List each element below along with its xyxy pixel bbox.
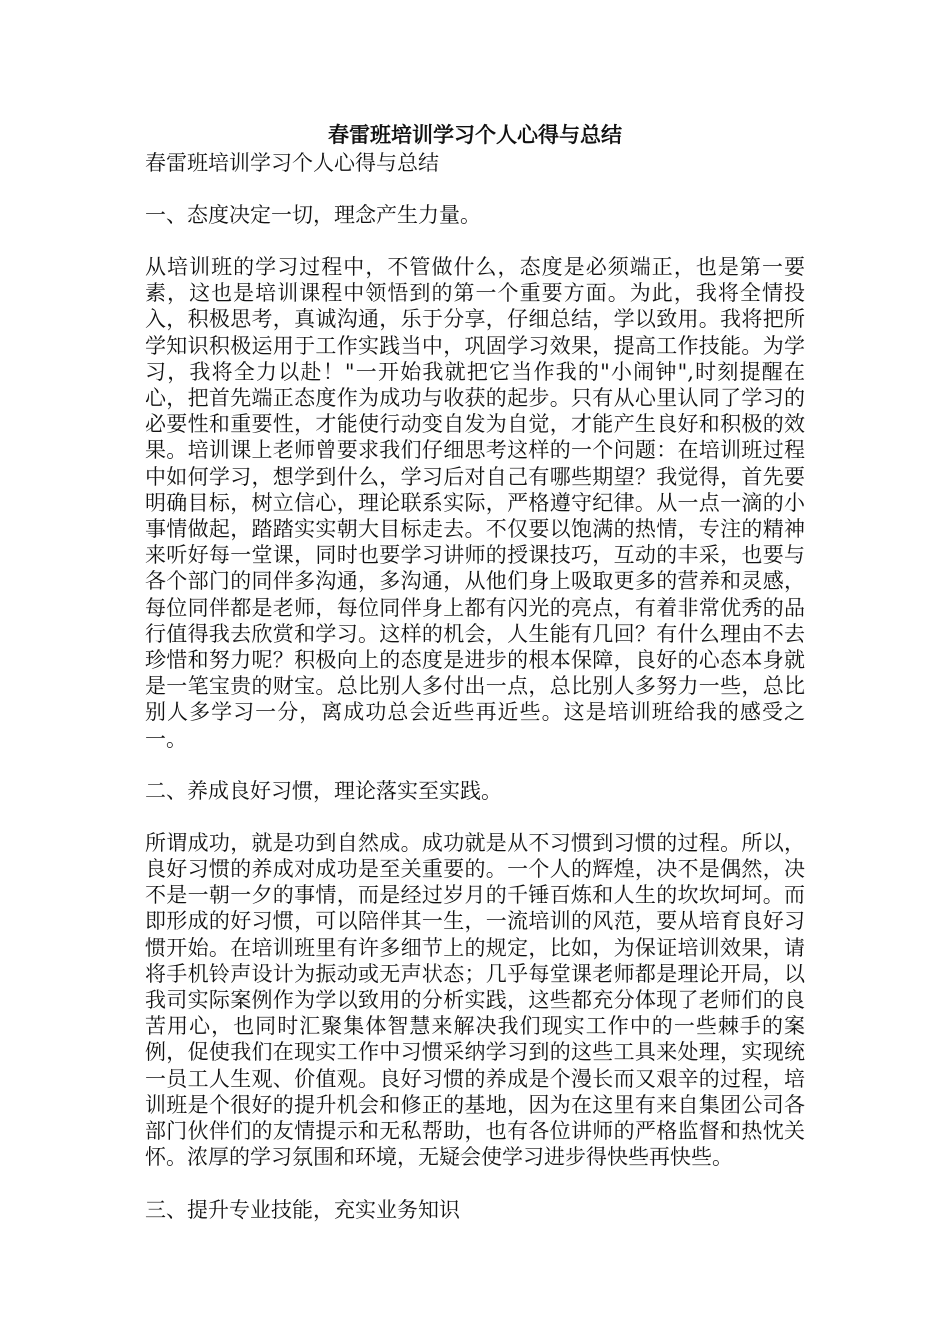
section-body-1: 从培训班的学习过程中，不管做什么，态度是必须端正，也是第一要素，这也是培训课程中领悟到的第一个重要方面。为此，我将全情投入，积极思考，真诚沟通，乐于分享，仔细总结，学以致用。我将把所学知识积极运用于工作实践当中，巩固学习效果，提高工作技能。为学习，我将全力以赴！"一开始我就把它当作我的"小闹钟",时刻提醒在心，把首先端正态度作为成功与收获的起步。只有从心里认同了学习的必要性和重要性，才能使行动变自发为自觉，才能产生良好和积极的效果。培训课上老师曾要求我们仔细思考这样的一个问题：在培训班过程中如何学习，想学到什么，学习后对自己有哪些期望？我觉得，首先要明确目标，树立信心，理论联系实际，严格遵守纪律。从一点一滴的小事情做起，踏踏实实朝大目标走去。不仅要以饱满的热情，专注的精神来听好每一堂课，同时也要学习讲师的授课技巧，互动的丰采，也要与各个部门的同伴多沟通，多沟通，从他们身上吸取更多的营养和灵感，每位同伴都是老师，每位同伴身上都有闪光的亮点，有着非常优秀的品行值得我去欣赏和学习。这样的机会，人生能有几回？有什么理由不去珍惜和努力呢？积极向上的态度是进步的根本保障，良好的心态本身就是一笔宝贵的财宝。总比别人多付出一点，总比别人多努力一些，总比别人多学习一分，离成功总会近些再近些。这是培训班给我的感受之一。 bbox=[145, 255, 805, 751]
section-heading-3: 三、提升专业技能，充实业务知识 bbox=[145, 1197, 460, 1222]
document-subtitle: 春雷班培训学习个人心得与总结 bbox=[145, 151, 439, 175]
section-heading-1: 一、态度决定一切，理念产生力量。 bbox=[145, 203, 481, 227]
document-page bbox=[145, 120, 805, 1249]
section-body-2: 所谓成功，就是功到自然成。成功就是从不习惯到习惯的过程。所以，良好习惯的养成对成功是至关重要的。一个人的辉煌，决不是偶然，决不是一朝一夕的事情，而是经过岁月的千锤百炼和人生的坎坎坷坷。而即形成的好习惯，可以陪伴其一生，一流培训的风范，要从培育良好习惯开始。在培训班里有许多细节上的规定，比如，为保证培训效果，请将手机铃声设计为振动或无声状态；几乎每堂课老师都是理论开局，以我司实际案例作为学以致用的分析实践，这些都充分体现了老师们的良苦用心，也同时汇聚集体智慧来解决我们现实工作中的一些棘手的案例，促使我们在现实工作中习惯采纳学习到的这些工具来处理，实现统一员工人生观、价值观。良好习惯的养成是个漫长而又艰辛的过程，培训班是个很好的提升机会和修正的基地，因为在这里有来自集团公司各部门伙伴们的友情提示和无私帮助，也有各位讲师的严格监督和热忱关怀。浓厚的学习氛围和环境，无疑会使学习进步得快些再快些。 bbox=[145, 830, 805, 1170]
document-title: 春雷班培训学习个人心得与总结 bbox=[328, 122, 622, 147]
section-heading-2: 二、养成良好习惯，理论落实至实践。 bbox=[145, 778, 502, 803]
